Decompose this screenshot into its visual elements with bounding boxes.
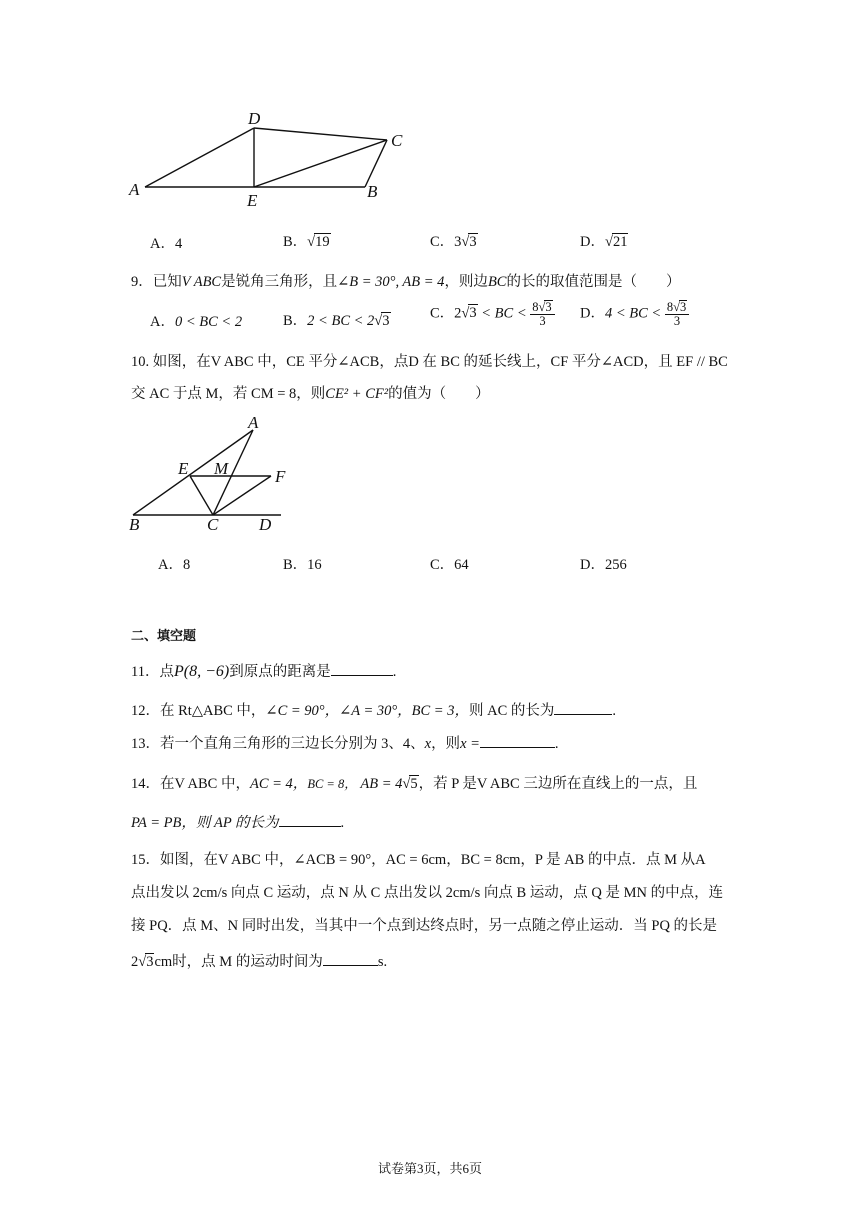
label-A: A	[129, 180, 140, 199]
question-15-line3: 接 PQ．点 M、N 同时出发，当其中一个点到达终点时，另一点随之停止运动．当 PQ 的长是	[131, 918, 718, 934]
option-letter: A．	[150, 236, 175, 252]
answer-blank[interactable]	[480, 735, 555, 748]
page-footer: 试卷第3页，共6页	[377, 1161, 482, 1176]
answer-blank[interactable]	[331, 663, 393, 676]
figure-quadrilateral	[125, 105, 415, 215]
q8-option-b[interactable]: B．√19	[283, 234, 330, 250]
q8-option-d[interactable]: D．√21	[580, 234, 628, 250]
option-value: 4	[174, 236, 183, 252]
option-value: 19	[315, 234, 330, 250]
q10-option-a[interactable]: A．8	[158, 557, 191, 573]
question-11: 11．点P(8, −6)到原点的距离是 .	[131, 663, 397, 680]
label-B: B	[129, 515, 140, 534]
question-12: 12．在 Rt△ABC 中，∠C = 90°，∠A = 30°，BC = 3，则 AC 的长为 .	[131, 703, 616, 719]
segment-BA	[133, 430, 253, 515]
option-radicand: 3	[469, 234, 477, 250]
segment-AD	[145, 128, 254, 187]
option-letter: D．	[580, 234, 605, 250]
question-10-line1: 10. 如图，在V ABC 中，CE 平分∠ACB，点D 在 BC 的延长线上，CF 平分∠ACD，且 EF // BC	[131, 354, 728, 370]
option-letter: C．	[430, 234, 455, 250]
question-13: 13．若一个直角三角形的三边长分别为 3、4、x，则x = .	[131, 736, 559, 752]
q8-option-a[interactable]	[150, 232, 182, 253]
question-14-line1: 14．在V ABC 中，AC = 4，BC = 8， AB = 4√5，若 P 是V ABC 三边所在直线上的一点，且	[131, 776, 698, 792]
answer-blank[interactable]	[554, 702, 612, 715]
q9-option-a[interactable]: A．0 < BC < 2	[150, 314, 243, 330]
option-coef: 3	[454, 234, 462, 250]
question-9: 9．已知V ABC是锐角三角形，且∠B = 30°, AB = 4，则边BC的长的取值范围是（ ）	[131, 274, 681, 290]
segment-EC	[190, 476, 213, 515]
section-title: 二、填空题	[131, 629, 197, 644]
q10-option-d[interactable]: D．256	[580, 557, 627, 573]
segment-DC	[254, 128, 387, 140]
label-C: C	[391, 131, 403, 150]
q10-option-b[interactable]: B．16	[283, 557, 322, 573]
question-15-line4: 2√3cm时，点 M 的运动时间为 s.	[131, 954, 388, 970]
option-letter: B．	[283, 234, 308, 250]
answer-blank[interactable]	[279, 814, 341, 827]
label-M: M	[214, 459, 229, 478]
question-15-line2: 点出发以 2cm/s 向点 C 运动，点 N 从 C 点出发以 2cm/s 向点 B 运动，点 Q 是 MN 的中点，连	[131, 885, 724, 901]
label-E: E	[178, 459, 189, 478]
q9-option-b[interactable]: B．2 < BC < 2√3	[283, 313, 390, 329]
label-D: D	[248, 109, 261, 128]
label-D: D	[259, 515, 272, 534]
segment-EC	[254, 140, 387, 187]
answer-blank[interactable]	[323, 953, 378, 966]
label-E: E	[247, 191, 258, 210]
q8-option-c[interactable]: C．3√3	[430, 234, 477, 250]
question-15-line1: 15．如图，在V ABC 中，∠ACB = 90°，AC = 6cm，BC = 8cm，P 是 AB 的中点．点 M 从A	[131, 852, 706, 868]
q10-option-c[interactable]: C．64	[430, 557, 469, 573]
option-value: 21	[612, 234, 628, 250]
label-F: F	[275, 467, 286, 486]
figure-triangle-bisectors	[125, 410, 305, 535]
question-14-line2: PA = PB，则 AP 的长为 .	[131, 815, 345, 831]
q9-option-c[interactable]: C．2√3 < BC < $\frac{8√3}{3}$	[430, 300, 555, 328]
label-A: A	[248, 413, 259, 432]
label-C: C	[207, 515, 219, 534]
question-10-line2: 交 AC 于点 M，若 CM = 8，则CE² + CF²的值为（ ）	[131, 386, 490, 402]
label-B: B	[367, 182, 378, 201]
q9-option-d[interactable]: D．4 < BC < $\frac{8√3}{3}$	[580, 300, 689, 328]
